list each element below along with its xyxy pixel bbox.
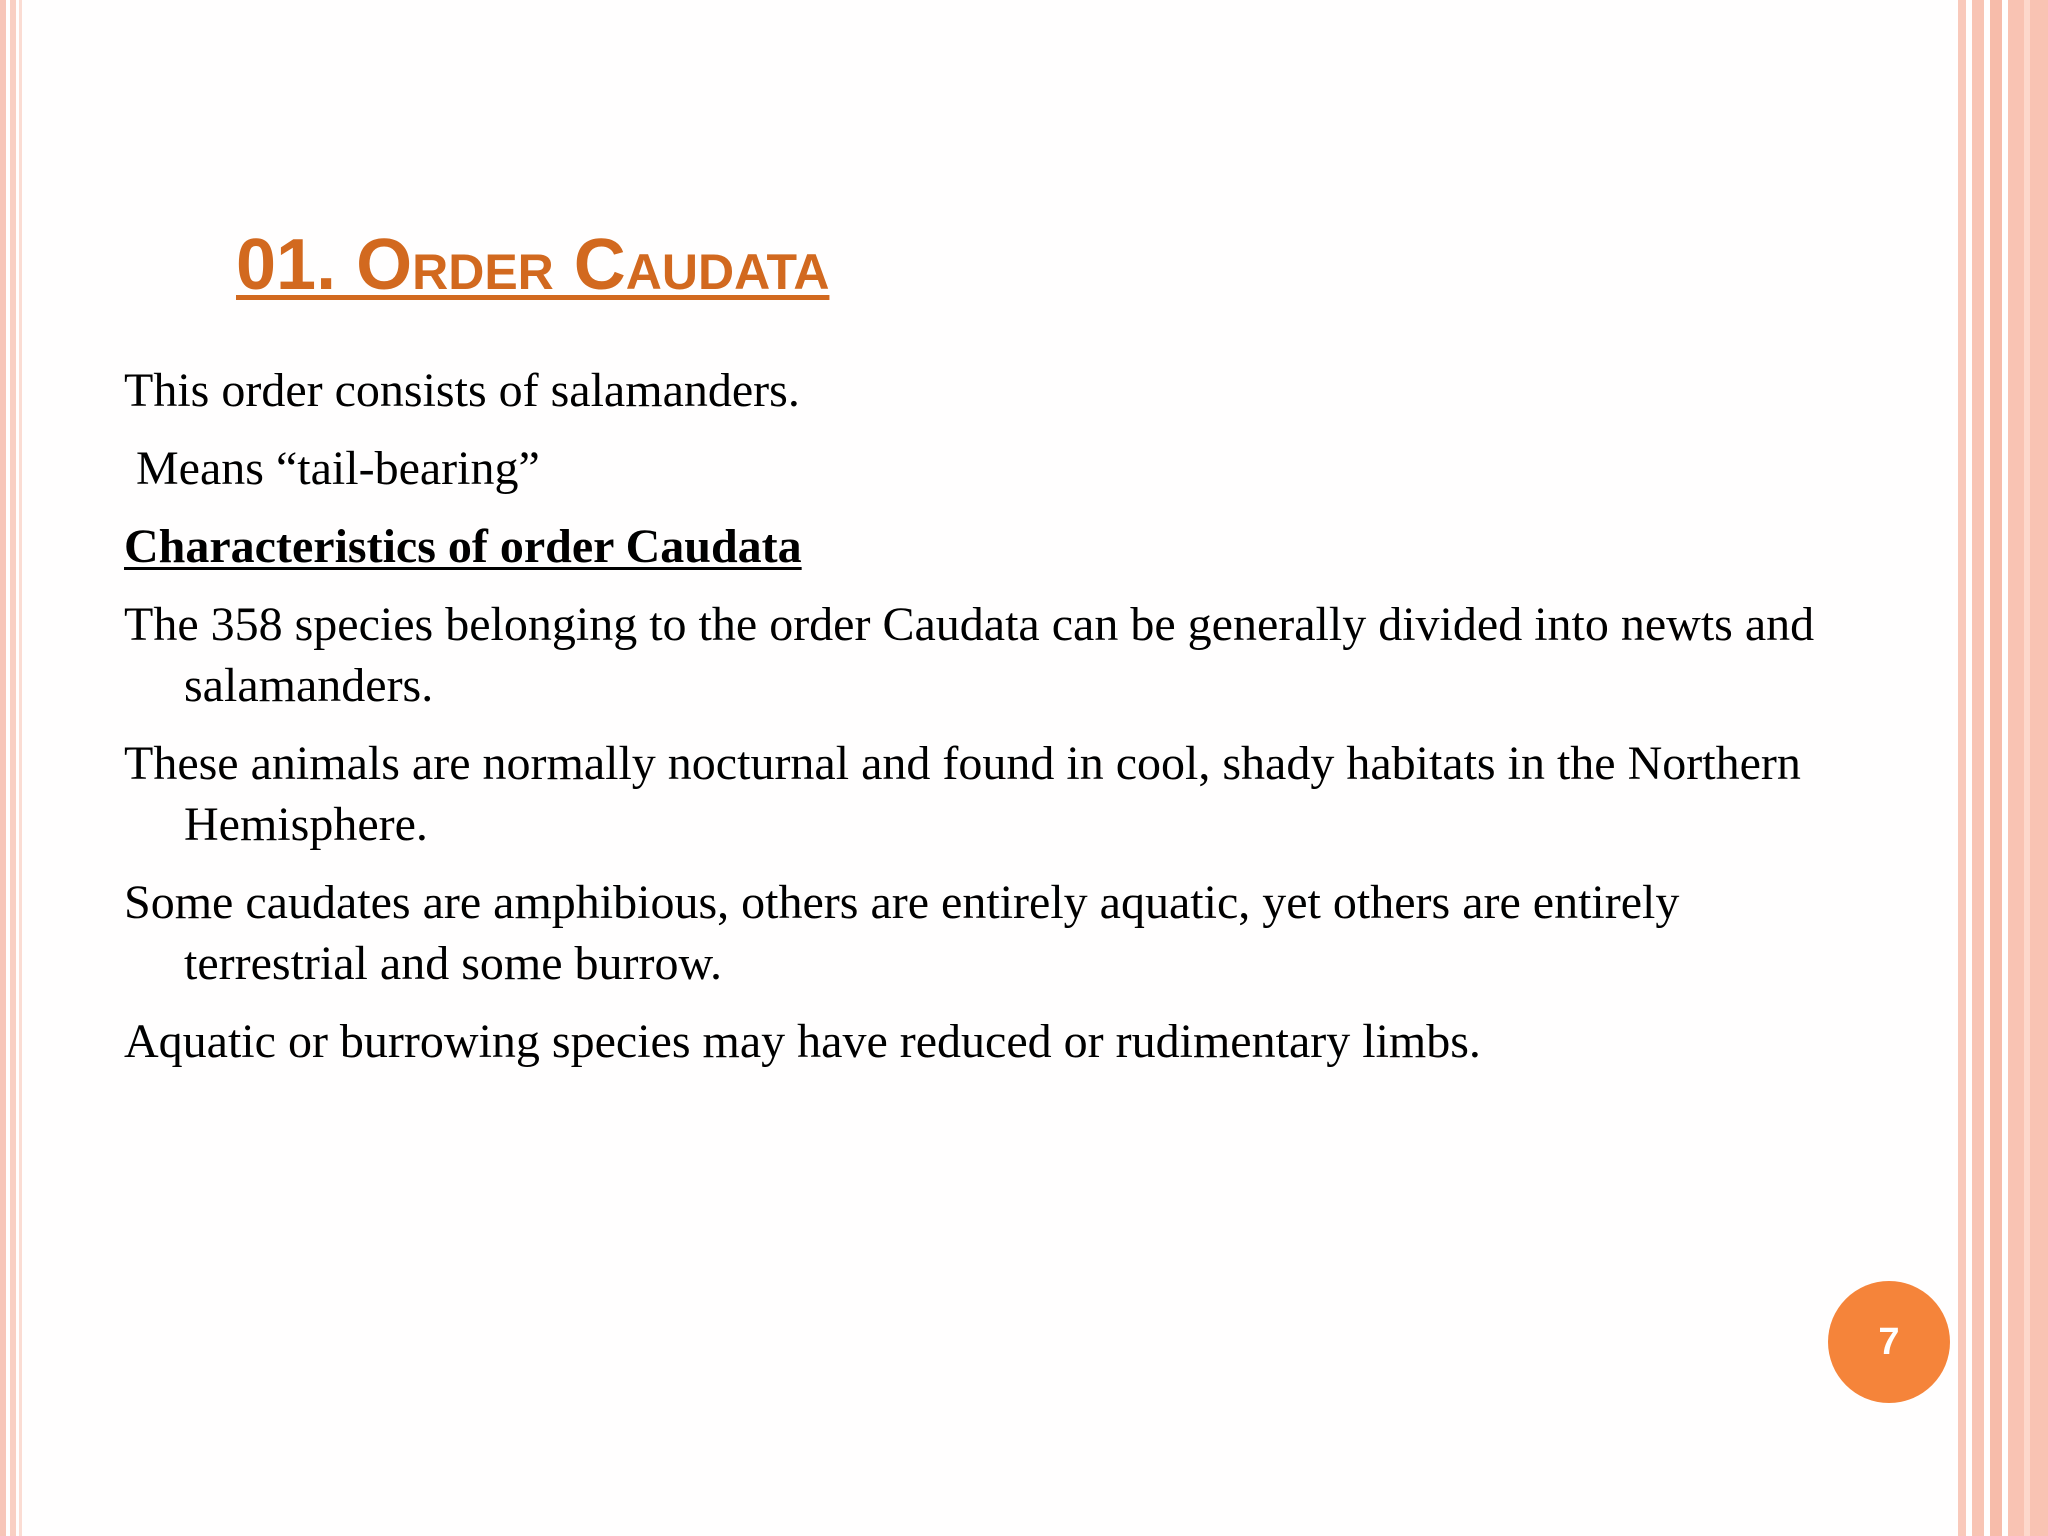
paragraph-limbs: Aquatic or burrowing species may have reduced or rudimentary limbs. [124,1015,1481,1068]
paragraph-intro: This order consists of salamanders. [124,364,800,417]
right-border-stripe [1958,0,1966,1536]
right-border-stripe [1972,0,1984,1536]
paragraph-habitat: These animals are normally nocturnal and found in cool, shady habitats in the Northern Hemisphere. [124,737,1801,851]
paragraph-species: The 358 species belonging to the order Caudata can be generally divided into newts and salamanders. [124,598,1815,712]
section-heading [124,516,1824,577]
paragraph-meaning: Means “tail-bearing” [136,442,540,495]
left-border-stripe [19,0,22,1536]
paragraph-lifestyle: Some caudates are amphibious, others are entirely aquatic, yet others are entirely terrestrial and some burrow. [124,876,1680,990]
characteristics-heading: Characteristics of order Caudata [124,520,802,573]
left-border-stripe [10,0,16,1536]
slide-body [124,360,1824,1089]
right-border-stripe [1990,0,2002,1536]
left-border-stripe [0,0,6,1536]
slide-title: 01. Order Caudata [236,225,830,305]
right-border-stripe [2024,0,2030,1536]
page-number-badge: 7 [1828,1281,1950,1403]
